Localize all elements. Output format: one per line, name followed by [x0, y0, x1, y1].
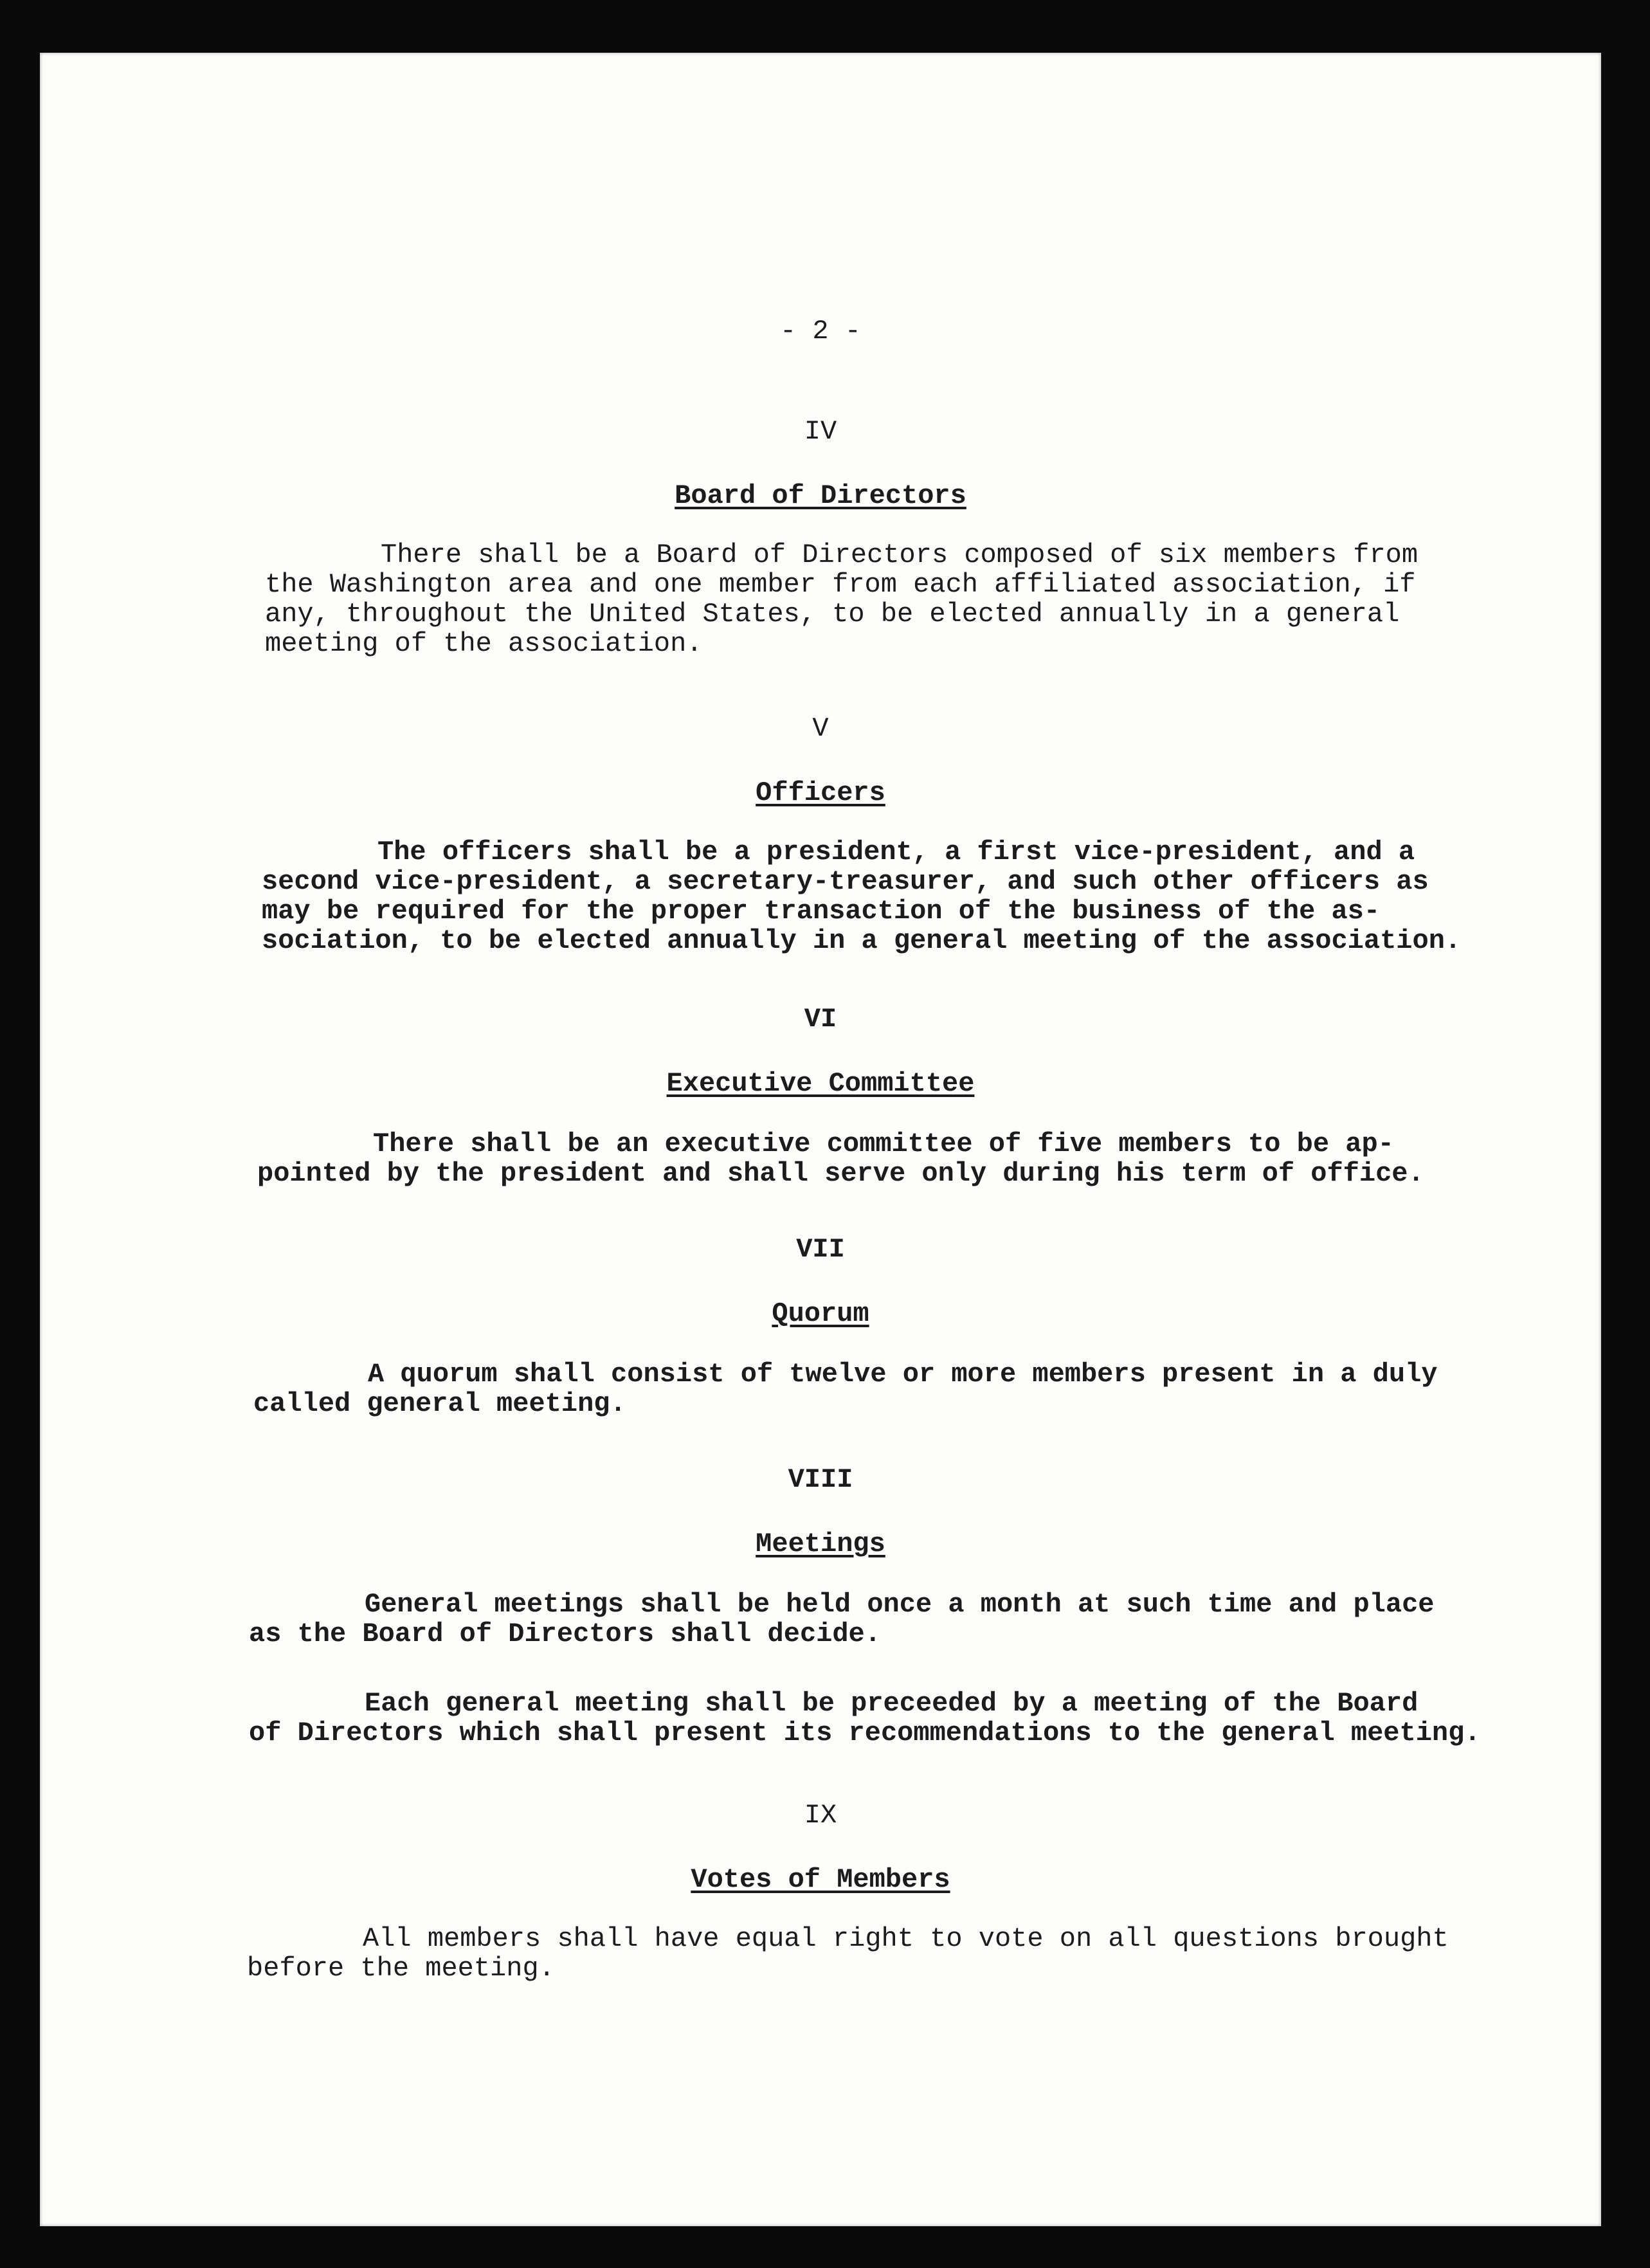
paragraph-line: There shall be a Board of Directors composed of six members from: [381, 540, 1419, 570]
paragraph-line: A quorum shall consist of twelve or more members present in a duly: [368, 1359, 1438, 1390]
paragraph-line: second vice-president, a secretary-treasurer, and such other officers as: [262, 866, 1429, 897]
paper-sheet: [40, 53, 1601, 2226]
page-number: - 2 -: [779, 316, 862, 347]
section-numeral-vi: VI: [804, 1004, 837, 1035]
section-numeral-vii: VII: [796, 1234, 845, 1265]
paragraph-line: the Washington area and one member from each affiliated association, if: [265, 569, 1416, 600]
paragraph-line: sociation, to be elected annually in a general meeting of the association.: [262, 925, 1462, 956]
paragraph-line: of Directors which shall present its recommendations to the general meeting.: [249, 1718, 1481, 1748]
paragraph-line: called general meeting.: [253, 1388, 626, 1419]
paragraph-line: as the Board of Directors shall decide.: [249, 1619, 881, 1649]
section-heading-quorum: Quorum: [772, 1298, 869, 1329]
paragraph-line: The officers shall be a president, a first vice-president, and a: [377, 837, 1415, 867]
paragraph-line: pointed by the president and shall serve only during his term of office.: [257, 1158, 1424, 1189]
paragraph-line: There shall be an executive committee of five members to be ap-: [373, 1129, 1394, 1159]
section-numeral-viii: VIII: [788, 1464, 853, 1495]
section-numeral-iv: IV: [804, 416, 837, 447]
section-numeral-ix: IX: [804, 1800, 837, 1831]
section-heading-meetings: Meetings: [756, 1529, 885, 1559]
section-heading-board-of-directors: Board of Directors: [675, 480, 966, 511]
section-heading-executive-committee: Executive Committee: [666, 1068, 975, 1099]
paragraph-line: All members shall have equal right to vote on all questions brought: [363, 1923, 1449, 1954]
paragraph-line: any, throughout the United States, to be elected annually in a general: [265, 599, 1400, 630]
section-numeral-v: V: [812, 713, 829, 744]
section-heading-officers: Officers: [756, 777, 885, 808]
section-heading-votes-of-members: Votes of Members: [691, 1864, 950, 1895]
paragraph-line: may be required for the proper transaction of the business of the as-: [262, 896, 1381, 927]
paragraph-line: meeting of the association.: [265, 628, 703, 659]
paragraph-line: Each general meeting shall be preceeded by a meeting of the Board: [365, 1688, 1419, 1719]
paragraph-line: before the meeting.: [247, 1953, 555, 1984]
paragraph-line: General meetings shall be held once a month at such time and place: [365, 1589, 1435, 1620]
